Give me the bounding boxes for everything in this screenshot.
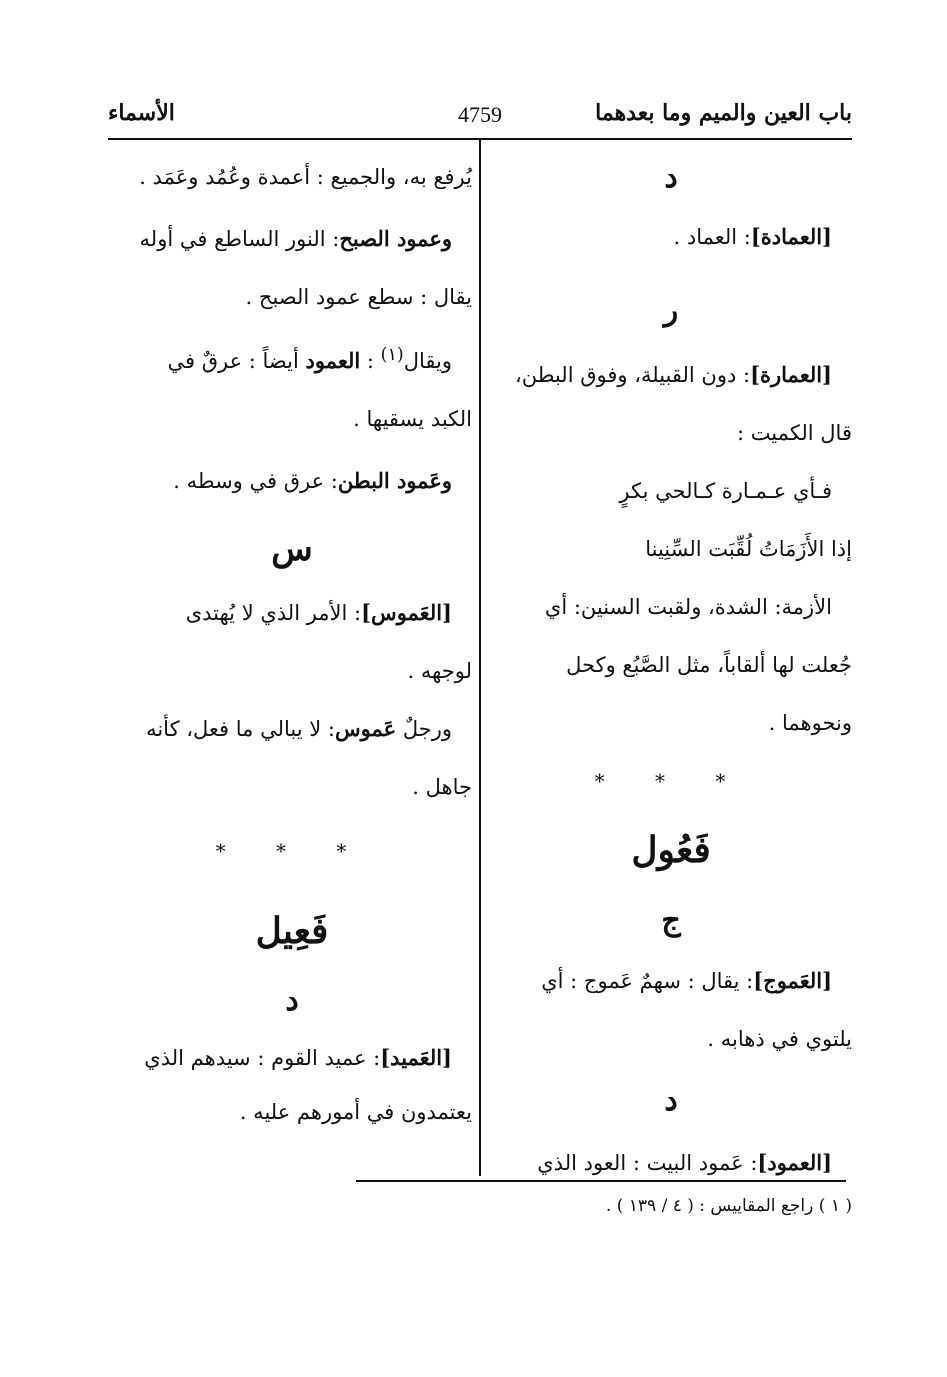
entry-text: يُرفع به، والجميع : أعمدة وعُمُد وعَمَد . <box>139 165 472 189</box>
letter-heading: س <box>271 529 313 569</box>
entry-text: يقال : سطع عمود الصبح . <box>245 285 472 309</box>
letter-heading: د <box>285 983 299 1018</box>
entry-text: جُعلت لها ألقاباً، مثل الصَّبُع وكحل <box>566 653 852 677</box>
entry-text: الأزمة: الشدة، ولقبت السنين: أي <box>544 595 832 619</box>
entry-text: قال الكميت : <box>736 421 852 445</box>
entry-text: الكبد يسقيها . <box>353 407 472 431</box>
column-divider <box>479 140 481 1176</box>
footnote: ( ١ ) راجع المقاييس : ( ٤ / ١٣٩ ) . <box>605 1196 852 1216</box>
verse-line: فـأي عـمـارة كـالحي بكرٍ <box>619 479 832 503</box>
entry-text: يعتمدون في أمورهم عليه . <box>239 1100 472 1124</box>
entry-text: : عميد القوم : سيدهم الذي <box>144 1046 381 1070</box>
entry <box>490 952 852 1010</box>
entry-headword: [العَميد] <box>380 1045 452 1070</box>
left-column <box>112 140 472 1134</box>
entry-text: : عَمود البيت : العود الذي <box>537 1151 758 1175</box>
entry <box>112 1026 472 1090</box>
entry-text: : لا يبالي ما فعل، كأنه <box>146 717 335 741</box>
entry-headword: [العَموس] <box>361 600 452 625</box>
entry-text: : عرق في وسطه . <box>173 469 338 493</box>
entry-text: ونحوهما . <box>768 711 852 735</box>
verse-line: إذا الأَزَمَاتُ لُقِّبَت السِّنِينا <box>645 537 852 561</box>
entry-text: : العماد . <box>673 225 751 249</box>
entry-text: : يقال : سهمٌ عَموج : أي <box>541 969 754 993</box>
entry-text: : النور الساطع في أوله <box>139 227 340 251</box>
footnote-marker: (١) <box>380 345 404 365</box>
entry-headword: [العمود] <box>757 1150 832 1175</box>
entry-text: يلتوي في ذهابه . <box>707 1027 852 1051</box>
entry-text: ورجلٌ <box>402 717 452 741</box>
letter-heading: ج <box>661 903 681 938</box>
entry <box>112 700 472 758</box>
entry-headword: وعمود الصبح <box>339 226 452 251</box>
right-column <box>490 140 852 1192</box>
entry <box>490 208 852 266</box>
letter-heading: ر <box>663 293 679 328</box>
entry <box>112 448 472 514</box>
header-chapter-title: باب العين والميم وما بعدهما <box>595 100 852 126</box>
entry <box>112 210 472 268</box>
entry <box>490 1134 852 1192</box>
entry-headword: وعَمود البطن <box>337 468 452 493</box>
entry-headword: عَموس <box>334 716 397 741</box>
entry-text: لوجهه . <box>407 659 472 683</box>
entry-text: أيضاً : عرقٌ في <box>167 349 299 373</box>
entry-text: جاهل . <box>412 775 472 799</box>
separator-stars: * * * <box>215 839 369 863</box>
letter-heading: د <box>664 160 678 195</box>
footnote-rule <box>356 1180 846 1182</box>
entry-headword: [العمادة] <box>750 224 832 249</box>
entry-headword: [العمارة] <box>750 362 832 387</box>
entry-headword: العمود <box>305 348 361 373</box>
entry <box>112 584 472 642</box>
entry <box>490 346 852 404</box>
entry-headword: [العَموج] <box>753 968 832 993</box>
letter-heading: د <box>664 1083 678 1118</box>
entry-text: ويقال <box>403 349 452 373</box>
entry: ويقال$^{(١)}$ : العمود أيضاً : عرقٌ في <box>167 345 452 373</box>
section-heading: فَعُول <box>631 829 711 871</box>
section-heading: فَعِيل <box>255 910 329 952</box>
header-section-title: الأسماء <box>108 100 175 126</box>
separator-stars: * * * <box>594 769 748 793</box>
entry-text: : دون القبيلة، وفوق البطن، <box>514 363 751 387</box>
page-number: 4759 <box>458 102 502 127</box>
page-header <box>108 100 852 136</box>
entry-text: : الأمر الذي لا يُهتدى <box>185 601 362 625</box>
